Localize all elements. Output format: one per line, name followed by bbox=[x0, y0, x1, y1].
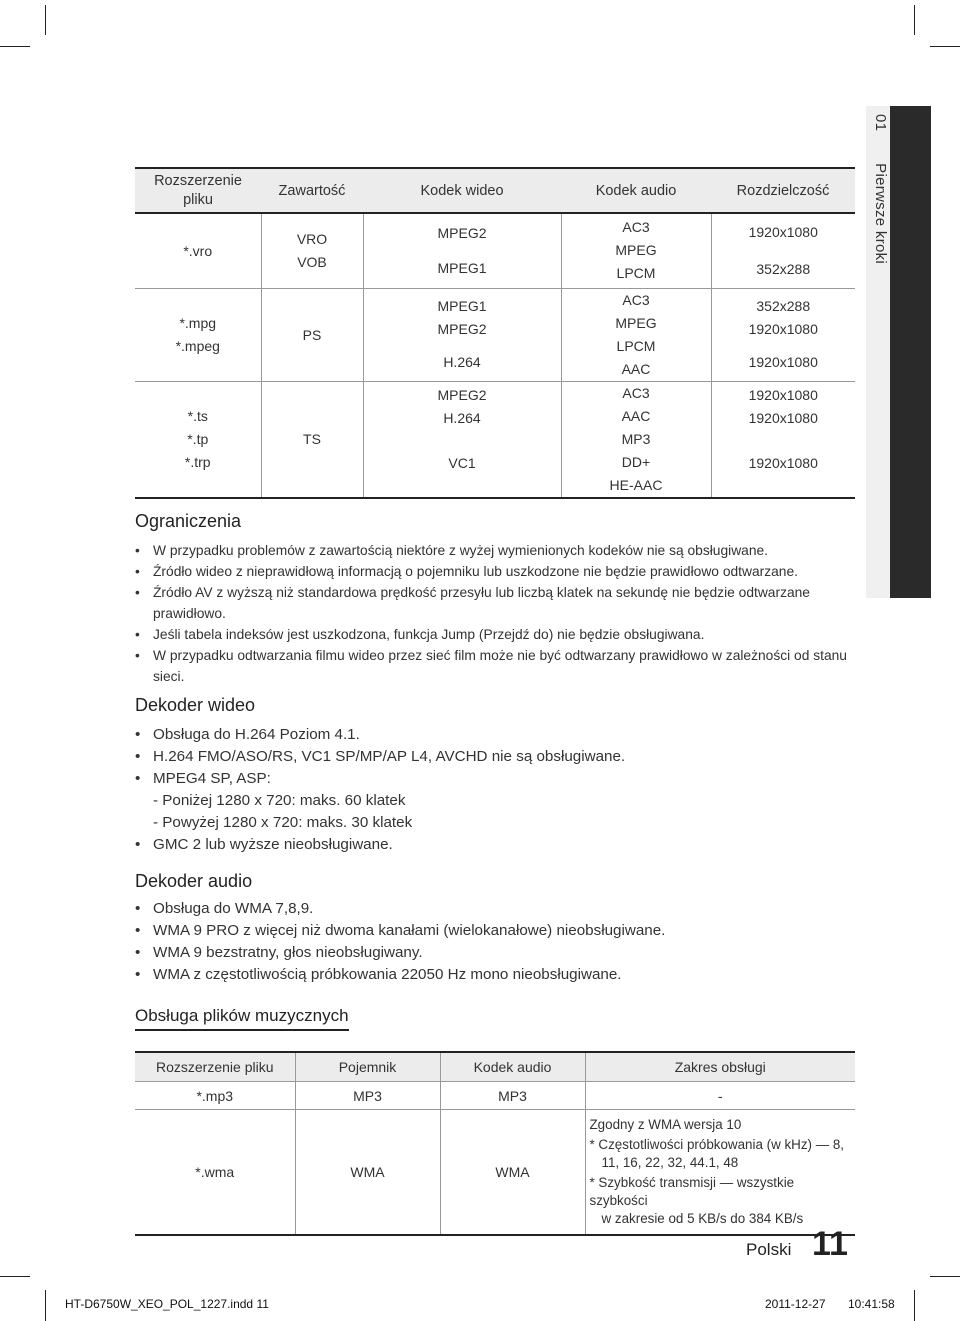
resolution-cell: 1920x1080 352x288 bbox=[711, 213, 855, 288]
audio-codec-cell: AC3 AAC MP3 DD+ HE-AAC bbox=[561, 381, 711, 498]
list-item: • H.264 FMO/ASO/RS, VC1 SP/MP/AP L4, AVCHD nie są obsługiwane. bbox=[135, 746, 855, 768]
chapter-tab-dark bbox=[890, 106, 931, 598]
limits-list bbox=[135, 540, 860, 687]
header-video-codec: Kodek wideo bbox=[363, 168, 561, 213]
list-item: • W przypadku problemów z zawartością niektóre z wyżej wymienionych kodeków nie są obsługiwane. bbox=[135, 540, 860, 561]
chapter-label: Pierwsze kroki bbox=[872, 163, 889, 265]
list-item: • WMA 9 bezstratny, głos nieobsługiwany. bbox=[135, 942, 855, 964]
page-language: Polski bbox=[746, 1240, 792, 1259]
header-resolution: Rozdzielczość bbox=[711, 168, 855, 213]
video-decoder-list bbox=[135, 724, 855, 856]
resolution-cell: 352x288 1920x1080 1920x1080 bbox=[711, 288, 855, 381]
page-number: 11 bbox=[812, 1225, 848, 1263]
container-cell: PS bbox=[261, 288, 363, 381]
crop-mark bbox=[0, 46, 30, 47]
header-container: Pojemnik bbox=[295, 1052, 440, 1082]
footer-date: 2011-12-27 bbox=[765, 1297, 826, 1311]
table-header-row bbox=[135, 1052, 855, 1082]
footer-time: 10:41:58 bbox=[848, 1297, 895, 1311]
ext-cell: *.vro bbox=[183, 242, 213, 259]
list-item: • Źródło wideo z nieprawidłową informacją o pojemniku lub uszkodzone nie będzie prawidłowo odtwarzane. bbox=[135, 561, 860, 582]
table-header-row bbox=[135, 168, 855, 213]
container-cell: VRO VOB bbox=[261, 213, 363, 288]
list-item: • Obsługa do WMA 7,8,9. bbox=[135, 898, 855, 920]
crop-mark bbox=[914, 1290, 915, 1321]
crop-mark bbox=[0, 1276, 30, 1277]
audio-codec-cell: AC3 MPEG LPCM AAC bbox=[561, 288, 711, 381]
list-item: • MPEG4 SP, ASP: bbox=[135, 768, 855, 790]
music-heading: Obsługa plików muzycznych bbox=[135, 1006, 349, 1031]
list-item: • WMA 9 PRO z więcej niż dwoma kanałami (wielokanałowe) nieobsługiwane. bbox=[135, 920, 855, 942]
chapter-tab-text bbox=[867, 114, 889, 264]
table-row bbox=[135, 1110, 855, 1236]
crop-mark bbox=[45, 5, 46, 35]
video-codec-cell: MPEG2 H.264 VC1 bbox=[363, 381, 561, 498]
table-row bbox=[135, 213, 855, 288]
table-row bbox=[135, 288, 855, 381]
sub-item: - Poniżej 1280 x 720: maks. 60 klatek - Powyżej 1280 x 720: maks. 30 klatek bbox=[153, 792, 413, 831]
ext-cell: *.mpg *.mpeg bbox=[135, 288, 261, 381]
range-cell: Zgodny z WMA wersja 10 * Częstotliwości próbkowania (w kHz) — 8, 11, 16, 22, 32, 44.1, 48 * Szybkość transmisji — wszystkie szybkości w zakresie od 5 KB/s do 384 KB/s bbox=[585, 1110, 855, 1236]
limits-heading: Ograniczenia bbox=[135, 511, 242, 531]
codec-cell: MP3 bbox=[440, 1082, 585, 1110]
header-audio-codec: Kodek audio bbox=[440, 1052, 585, 1082]
container-cell: MP3 bbox=[295, 1082, 440, 1110]
crop-mark bbox=[930, 1276, 960, 1277]
video-format-table bbox=[135, 167, 855, 499]
ext-cell: *.ts *.tp *.trp bbox=[135, 381, 261, 498]
audio-codec-cell: AC3 MPEG LPCM bbox=[561, 213, 711, 288]
list-item: • WMA z częstotliwością próbkowania 22050 Hz mono nieobsługiwane. bbox=[135, 964, 855, 986]
crop-mark bbox=[930, 46, 960, 47]
list-item: • W przypadku odtwarzania filmu wideo przez sieć film może nie być odtwarzany prawidłowo w zależności od stanu sieci. bbox=[135, 645, 860, 687]
list-item: • Jeśli tabela indeksów jest uszkodzona, funkcja Jump (Przejdź do) nie będzie obsługiwana. bbox=[135, 624, 860, 645]
header-extension: Rozszerzenie pliku bbox=[135, 168, 261, 213]
audio-decoder-heading: Dekoder audio bbox=[135, 871, 253, 891]
crop-mark bbox=[914, 5, 915, 35]
audio-decoder-list bbox=[135, 898, 855, 986]
music-format-table bbox=[135, 1051, 855, 1236]
container-cell: WMA bbox=[295, 1110, 440, 1236]
video-codec-cell: MPEG2 MPEG1 bbox=[363, 213, 561, 288]
ext-cell: *.wma bbox=[135, 1110, 295, 1236]
table-row bbox=[135, 1082, 855, 1110]
chapter-number: 01 bbox=[872, 114, 889, 132]
video-decoder-heading: Dekoder wideo bbox=[135, 695, 256, 715]
header-container: Zawartość bbox=[261, 168, 363, 213]
chapter-tab bbox=[866, 106, 931, 598]
header-support-range: Zakres obsługi bbox=[585, 1052, 855, 1082]
list-item: • Źródło AV z wyższą niż standardowa prędkość przesyłu lub liczbą klatek na sekundę nie będzie odtwarzane prawidłowo. bbox=[135, 582, 860, 624]
codec-cell: WMA bbox=[440, 1110, 585, 1236]
crop-mark bbox=[45, 1290, 46, 1321]
ext-cell: *.mp3 bbox=[135, 1082, 295, 1110]
video-codec-cell: MPEG1 MPEG2 H.264 bbox=[363, 288, 561, 381]
list-item: • Obsługa do H.264 Poziom 4.1. bbox=[135, 724, 855, 746]
range-cell: - bbox=[585, 1082, 855, 1110]
header-audio-codec: Kodek audio bbox=[561, 168, 711, 213]
header-extension: Rozszerzenie pliku bbox=[135, 1052, 295, 1082]
table-row bbox=[135, 381, 855, 498]
resolution-cell: 1920x1080 1920x1080 1920x1080 bbox=[711, 381, 855, 498]
container-cell: TS bbox=[261, 381, 363, 498]
list-item: • GMC 2 lub wyższe nieobsługiwane. bbox=[135, 834, 855, 856]
footer-filename: HT-D6750W_XEO_POL_1227.indd 11 bbox=[65, 1297, 269, 1311]
